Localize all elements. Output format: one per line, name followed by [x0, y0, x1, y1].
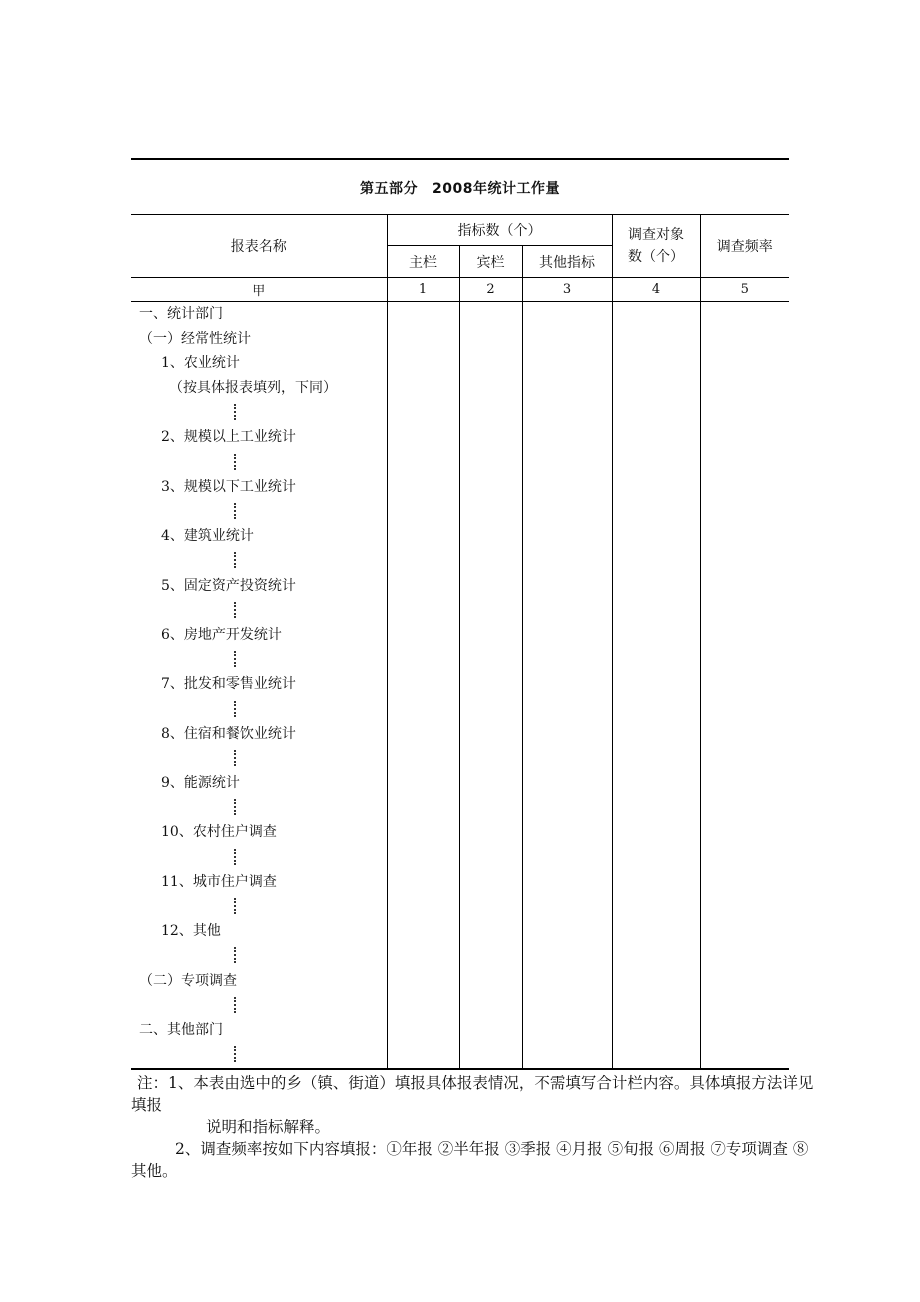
page-title — [131, 178, 789, 198]
vertical-ellipsis-icon — [234, 898, 238, 914]
vertical-ellipsis-icon — [234, 454, 238, 470]
guest-col-cell — [459, 302, 522, 1070]
note-2: 2、调查频率按如下内容填报：①年报 ②半年报 ③季报 ④月报 ⑤旬报 ⑥周报 ⑦专项调查 ⑧其他。 — [131, 1140, 809, 1180]
report-row-label: （二）专项调查 — [139, 972, 237, 989]
title-part: 第五部分 — [360, 181, 419, 197]
vertical-ellipsis-icon — [234, 1046, 238, 1062]
header-frequency: 调查频率 — [700, 215, 789, 278]
note-1: 注：1、本表由选中的乡（镇、街道）填报具体报表情况，不需填写合计栏内容。具体填报方法详见填报 — [131, 1074, 814, 1114]
report-row-label: 8、住宿和餐饮业统计 — [161, 725, 296, 742]
main-col-cell — [387, 302, 459, 1070]
report-row-label: 10、农村住户调查 — [161, 824, 277, 841]
column-number-5: 5 — [700, 278, 789, 302]
vertical-ellipsis-icon — [234, 947, 238, 963]
continuation-marker — [131, 500, 387, 525]
vertical-ellipsis-icon — [234, 404, 238, 420]
note-1-continued: 说明和指标解释。 — [206, 1118, 331, 1136]
header-indicator-count: 指标数（个） — [387, 215, 612, 246]
continuation-marker — [131, 598, 387, 623]
header-other-col: 其他指标 — [522, 246, 612, 278]
vertical-ellipsis-icon — [234, 849, 238, 865]
report-row-label: （按具体报表填列，下同） — [169, 380, 337, 397]
column-number-1: 1 — [387, 278, 459, 302]
vertical-ellipsis-icon — [234, 602, 238, 618]
report-row-label: 1、农业统计 — [161, 355, 240, 372]
report-row-label: 5、固定资产投资统计 — [161, 577, 296, 594]
vertical-ellipsis-icon — [234, 503, 238, 519]
vertical-ellipsis-icon — [234, 799, 238, 815]
report-rows — [131, 302, 387, 1067]
header-survey-objects-line2: 数（个） — [628, 249, 685, 265]
report-row-label: 一、统计部门 — [139, 306, 223, 322]
continuation-marker — [131, 648, 387, 673]
continuation-marker — [131, 450, 387, 475]
header-guest-col: 宾栏 — [459, 246, 522, 278]
continuation-marker — [131, 697, 387, 722]
report-row-label: 2、规模以上工业统计 — [161, 429, 296, 446]
vertical-ellipsis-icon — [234, 750, 238, 766]
column-number-4: 4 — [612, 278, 700, 302]
report-row-label: 12、其他 — [161, 923, 221, 940]
report-row-label: 4、建筑业统计 — [161, 528, 254, 545]
header-main-col: 主栏 — [387, 246, 459, 278]
report-row-label: （一）经常性统计 — [139, 330, 251, 347]
header-survey-objects — [612, 215, 700, 278]
column-number-3: 3 — [522, 278, 612, 302]
continuation-marker — [131, 845, 387, 870]
top-rule — [131, 158, 789, 160]
vertical-ellipsis-icon — [234, 651, 238, 667]
notes — [131, 1072, 821, 1182]
title-text: 2008年统计工作量 — [432, 181, 560, 197]
frequency-cell — [700, 302, 789, 1070]
vertical-ellipsis-icon — [234, 552, 238, 568]
continuation-marker — [131, 993, 387, 1018]
vertical-ellipsis-icon — [234, 997, 238, 1013]
report-row-label: 9、能源统计 — [161, 775, 240, 792]
vertical-ellipsis-icon — [234, 701, 238, 717]
report-row-label: 11、城市住户调查 — [161, 873, 277, 890]
report-name-column — [131, 302, 387, 1070]
continuation-marker — [131, 796, 387, 821]
report-row-label: 6、房地产开发统计 — [161, 626, 282, 643]
continuation-marker — [131, 895, 387, 920]
header-survey-objects-line1: 调查对象 — [628, 227, 685, 243]
continuation-marker — [131, 401, 387, 426]
report-row-label: 二、其他部门 — [139, 1021, 223, 1038]
survey-objects-cell — [612, 302, 700, 1070]
continuation-marker — [131, 944, 387, 969]
column-number-2: 2 — [459, 278, 522, 302]
continuation-marker — [131, 549, 387, 574]
continuation-marker — [131, 1043, 387, 1068]
column-number-jia: 甲 — [131, 278, 387, 302]
report-row-label: 3、规模以下工业统计 — [161, 478, 296, 495]
header-report-name: 报表名称 — [131, 215, 387, 278]
continuation-marker — [131, 746, 387, 771]
workload-table — [131, 214, 789, 1070]
other-col-cell — [522, 302, 612, 1070]
report-row-label: 7、批发和零售业统计 — [161, 676, 296, 693]
